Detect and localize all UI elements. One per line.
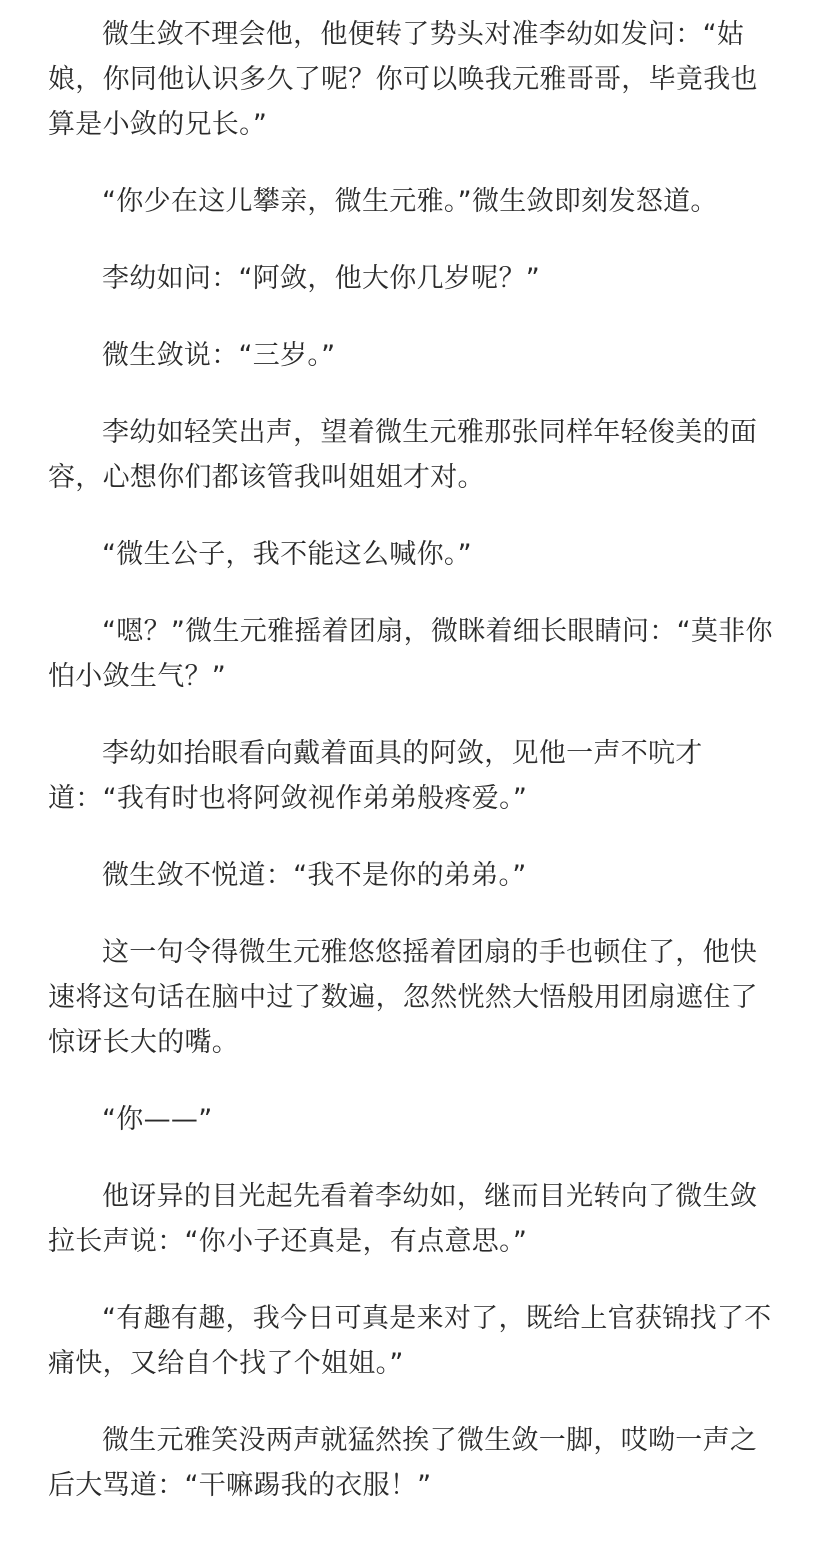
paragraph-5: 李幼如轻笑出声，望着微生元雅那张同样年轻俊美的面容，心想你们都该管我叫姐姐才对。 — [48, 417, 758, 493]
paragraph-10: 这一句令得微生元雅悠悠摇着团扇的手也顿住了，他快速将这句话在脑中过了数遍，忽然恍然大悟般用团扇遮住了惊讶长大的嘴。 — [48, 937, 758, 1058]
paragraph-6: “微生公子，我不能这么喊你。” — [102, 539, 472, 570]
paragraph-12: 他讶异的目光起先看着李幼如，继而目光转向了微生敛拉长声说：“你小子还真是，有点意思。” — [48, 1181, 758, 1257]
paragraph-gap — [48, 1264, 784, 1296]
paragraph-3: 李幼如问：“阿敛，他大你几岁呢？” — [102, 263, 541, 294]
paragraph-gap — [48, 378, 784, 410]
paragraph-8: 李幼如抬眼看向戴着面具的阿敛，见他一声不吭才道：“我有时也将阿敛视作弟弟般疼爱。” — [48, 738, 703, 814]
paragraph-11: “你——” — [102, 1104, 213, 1135]
paragraph-gap — [48, 500, 784, 532]
paragraph-1: 微生敛不理会他，他便转了势头对准李幼如发问：“姑娘，你同他认识多久了呢？你可以唤我元雅哥哥，毕竟我也算是小敛的兄长。” — [48, 19, 758, 140]
paragraph-2: “你少在这儿攀亲，微生元雅。”微生敛即刻发怒道。 — [102, 186, 718, 217]
paragraph-gap — [48, 821, 784, 853]
paragraph-gap — [48, 898, 784, 930]
paragraph-13: “有趣有趣，我今日可真是来对了，既给上官获锦找了不痛快，又给自个找了个姐姐。” — [48, 1303, 772, 1379]
paragraph-7: “嗯？”微生元雅摇着团扇，微眯着细长眼睛问：“莫非你怕小敛生气？” — [48, 616, 773, 692]
paragraph-4: 微生敛说：“三岁。” — [102, 340, 336, 371]
paragraph-14: 微生元雅笑没两声就猛然挨了微生敛一脚，哎呦一声之后大骂道：“干嘛踢我的衣服！” — [48, 1425, 758, 1501]
paragraph-gap — [48, 1065, 784, 1097]
paragraph-gap — [48, 699, 784, 731]
paragraph-gap — [48, 301, 784, 333]
paragraph-9: 微生敛不悦道：“我不是你的弟弟。” — [102, 860, 527, 891]
paragraph-gap — [48, 1386, 784, 1418]
paragraph-gap — [48, 1142, 784, 1174]
paragraph-gap — [48, 224, 784, 256]
paragraph-gap — [48, 577, 784, 609]
paragraph-gap — [48, 147, 784, 179]
